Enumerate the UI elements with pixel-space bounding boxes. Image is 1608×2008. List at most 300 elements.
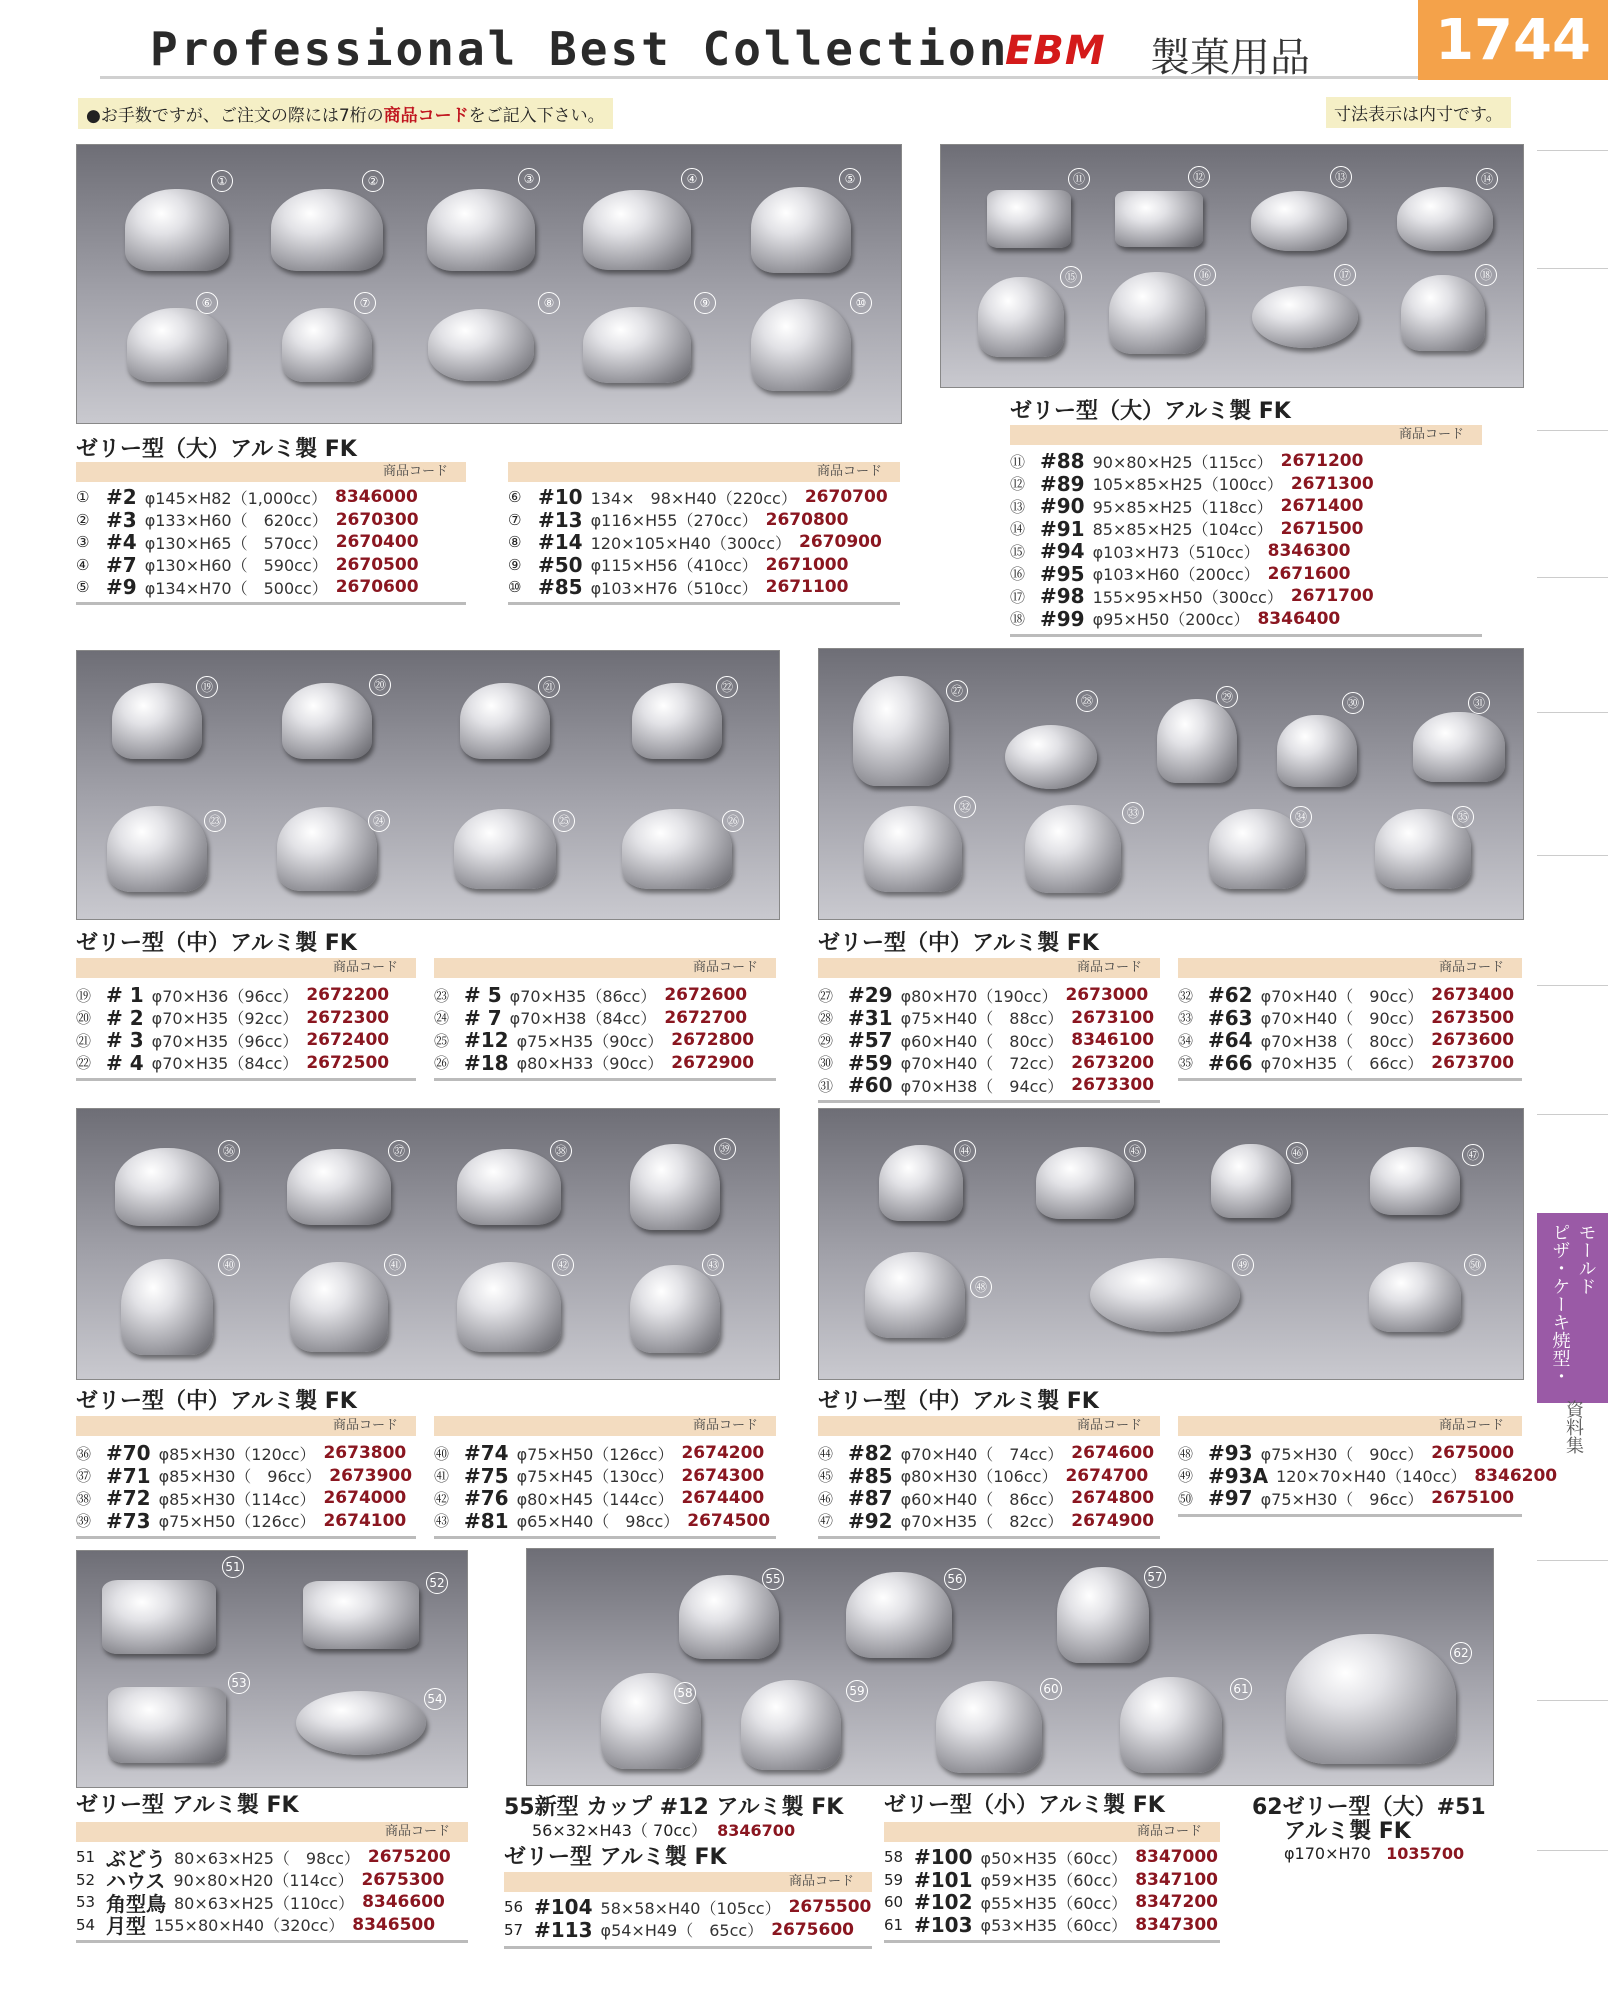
item-number: ⑯ xyxy=(1010,565,1026,584)
model-number: #50 xyxy=(538,552,583,577)
size-spec: φ130×H65（ 570cc） xyxy=(144,533,328,553)
item-number: ⑰ xyxy=(1010,587,1026,606)
item-number: ㊶ xyxy=(434,1467,450,1486)
section-title: ゼリー型（中）アルミ製 FK xyxy=(76,1389,357,1414)
size-spec: φ80×H45（144cc） xyxy=(516,1489,674,1509)
table-row xyxy=(504,1919,871,1942)
item-number: ㊾ xyxy=(1178,1467,1194,1486)
table-rule xyxy=(76,1078,416,1081)
size-spec: 80×63×H25（ 98cc） xyxy=(174,1848,360,1868)
table-row xyxy=(434,1029,754,1052)
model-number: #18 xyxy=(464,1050,509,1075)
table-row xyxy=(1010,495,1374,518)
item-number-badge: 58 xyxy=(674,1682,696,1704)
model-number: #31 xyxy=(848,1005,893,1030)
cup-mold-spec: 56×32×H43（ 70cc） xyxy=(532,1821,707,1840)
item-number-badge: ㉛ xyxy=(1468,692,1490,714)
item-number: ㊹ xyxy=(818,1444,834,1463)
code-column-header: 商品コード xyxy=(818,1416,1160,1436)
model-number: ハウス xyxy=(106,1869,166,1894)
table-row xyxy=(884,1869,1218,1892)
model-number: #60 xyxy=(848,1073,893,1098)
item-number-badge: ㉟ xyxy=(1452,806,1474,828)
item-number: ㉚ xyxy=(818,1054,834,1073)
section-title: ゼリー型（中）アルミ製 FK xyxy=(818,931,1099,956)
table-rule xyxy=(434,1078,776,1081)
size-spec: φ75×H30（ 90cc） xyxy=(1260,1444,1424,1464)
item-number-badge: ㉖ xyxy=(722,810,744,832)
table-row xyxy=(818,1510,1154,1533)
product-code: 2674300 xyxy=(681,1465,765,1486)
table-row xyxy=(76,509,419,532)
mold-image xyxy=(1025,805,1121,893)
mold-image xyxy=(751,187,851,273)
product-code: 2673600 xyxy=(1431,1030,1515,1051)
mold-image xyxy=(115,1148,219,1226)
mold-image xyxy=(107,806,207,892)
table-row xyxy=(884,1891,1218,1914)
size-spec: φ70×H38（ 94cc） xyxy=(900,1076,1064,1096)
section-title: ゼリー型（大）アルミ製 FK xyxy=(76,437,357,462)
code-column-header: 商品コード xyxy=(76,958,416,978)
product-code: 2674800 xyxy=(1071,1488,1155,1509)
product-photo-medium-molds-1 xyxy=(76,650,780,920)
item-number: ㉔ xyxy=(434,1009,450,1028)
mold-image xyxy=(1057,1567,1149,1663)
index-tab-pizza-cake[interactable] xyxy=(1537,1213,1608,1403)
size-spec: φ70×H40（ 74cc） xyxy=(900,1444,1064,1464)
mold-image xyxy=(1036,1147,1134,1219)
item-number-badge: 52 xyxy=(426,1572,448,1594)
model-number: #12 xyxy=(464,1028,509,1053)
model-number: #13 xyxy=(538,507,583,532)
page-number: 1744 xyxy=(1418,0,1608,80)
size-spec: 105×85×H25（100cc） xyxy=(1092,475,1283,495)
model-number: #100 xyxy=(914,1845,973,1870)
table-row xyxy=(1178,1052,1514,1075)
size-spec: φ55×H35（60cc） xyxy=(980,1893,1128,1913)
table-row xyxy=(434,1052,754,1075)
model-number: #66 xyxy=(1208,1050,1253,1075)
product-code: 2675200 xyxy=(367,1847,451,1868)
size-spec: φ70×H40（ 72cc） xyxy=(900,1054,1064,1074)
item-number-badge: 55 xyxy=(762,1568,784,1590)
item-number: 53 xyxy=(76,1893,96,1912)
table-rule xyxy=(818,1100,1160,1103)
model-number: #76 xyxy=(464,1486,509,1511)
product-code: 2673800 xyxy=(323,1443,407,1464)
table-row xyxy=(434,1442,770,1465)
model-number: #87 xyxy=(848,1486,893,1511)
brand-logo: EBM xyxy=(1005,28,1106,74)
item-number-badge: ㊿ xyxy=(1464,1254,1486,1276)
model-number: #4 xyxy=(106,530,137,555)
size-spec: φ75×H50（126cc） xyxy=(158,1512,316,1532)
code-column-header: 商品コード xyxy=(76,1416,416,1436)
item-number-badge: ㊼ xyxy=(1462,1144,1484,1166)
model-number: #89 xyxy=(1040,471,1085,496)
table-row xyxy=(76,554,419,577)
mold-image xyxy=(457,1149,561,1225)
item-number-badge: 51 xyxy=(222,1556,244,1578)
table-row xyxy=(76,1007,389,1030)
size-spec: 155×80×H40（320cc） xyxy=(154,1916,345,1936)
product-code: 2670300 xyxy=(335,509,419,530)
product-code: 2670500 xyxy=(335,554,419,575)
item-number: ㉖ xyxy=(434,1054,450,1073)
product-table xyxy=(76,984,389,1074)
mold-image xyxy=(282,683,372,759)
size-spec: 120×70×H40（140cc） xyxy=(1276,1467,1467,1487)
product-code: 2672700 xyxy=(664,1007,748,1028)
model-number: #91 xyxy=(1040,516,1085,541)
mold-image xyxy=(1157,699,1237,783)
table-row xyxy=(76,531,419,554)
table-row xyxy=(76,1029,389,1052)
item-number: ⑲ xyxy=(76,986,92,1005)
size-spec: 134× 98×H40（220cc） xyxy=(590,488,797,508)
item-number-badge: ⑪ xyxy=(1068,168,1090,190)
model-number: #7 xyxy=(106,552,137,577)
model-number: # 1 xyxy=(106,983,144,1008)
index-tab-label: モールド xyxy=(1575,1223,1597,1295)
product-photo-large-molds-2 xyxy=(940,144,1524,388)
mold-image xyxy=(1115,191,1203,247)
item-number: ㉕ xyxy=(434,1031,450,1050)
mold-image xyxy=(125,189,229,271)
model-number: # 5 xyxy=(464,983,502,1008)
order-note-emphasis: 商品コード xyxy=(383,106,469,126)
large-mold-code: 1035700 xyxy=(1386,1844,1465,1863)
product-code: 2670400 xyxy=(335,532,419,553)
item-number-badge: ㉞ xyxy=(1290,806,1312,828)
model-number: # 2 xyxy=(106,1005,144,1030)
size-spec: φ50×H35（60cc） xyxy=(980,1848,1128,1868)
product-code: 2672200 xyxy=(306,985,390,1006)
size-spec: φ70×H38（ 80cc） xyxy=(1260,1031,1424,1051)
model-number: #81 xyxy=(464,1508,509,1533)
size-spec: φ115×H56（410cc） xyxy=(590,556,758,576)
model-number: #62 xyxy=(1208,983,1253,1008)
mold-image xyxy=(879,1145,963,1221)
product-table xyxy=(818,1442,1154,1532)
item-number-badge: 54 xyxy=(424,1688,446,1710)
product-code: 8346000 xyxy=(334,487,418,508)
product-table xyxy=(818,984,1154,1097)
table-rule xyxy=(508,602,900,605)
model-number: #93 xyxy=(1208,1441,1253,1466)
size-spec: φ75×H30（ 96cc） xyxy=(1260,1489,1424,1509)
mold-image xyxy=(296,1691,426,1755)
product-code: 2673200 xyxy=(1071,1052,1155,1073)
item-number-badge: ㉝ xyxy=(1122,802,1144,824)
dimension-note: 寸法表示は内寸です。 xyxy=(1326,97,1511,128)
size-spec: φ65×H40（ 98cc） xyxy=(516,1512,680,1532)
size-spec: 90×80×H25（115cc） xyxy=(1092,452,1273,472)
size-spec: φ70×H35（92cc） xyxy=(151,1009,299,1029)
product-code: 8346400 xyxy=(1257,608,1341,629)
item-number: ㉒ xyxy=(76,1054,92,1073)
section-title: ゼリー型 アルミ製 FK xyxy=(76,1793,299,1818)
item-number-badge: 57 xyxy=(1144,1566,1166,1588)
code-column-header: 商品コード xyxy=(884,1822,1220,1842)
section-title: ゼリー型（小）アルミ製 FK xyxy=(884,1793,1165,1818)
item-number-badge: ㊶ xyxy=(384,1254,406,1276)
model-number: #82 xyxy=(848,1441,893,1466)
product-code: 8347200 xyxy=(1135,1892,1218,1913)
item-number: ⑱ xyxy=(1010,610,1026,629)
item-number-badge: ⑰ xyxy=(1334,264,1356,286)
index-divider xyxy=(1537,577,1608,578)
mold-image xyxy=(1120,1677,1222,1773)
item-number: ⑦ xyxy=(508,510,522,529)
product-code: 2675000 xyxy=(1431,1443,1515,1464)
item-number-badge: ⑥ xyxy=(196,292,218,314)
size-spec: φ53×H35（60cc） xyxy=(980,1916,1128,1936)
table-rule xyxy=(76,1940,468,1943)
item-number-badge: ㊲ xyxy=(388,1140,410,1162)
model-number: #93A xyxy=(1208,1463,1269,1488)
product-code: 2674200 xyxy=(681,1443,765,1464)
mold-image xyxy=(1090,1258,1240,1332)
large-mold-spec: φ170×H70 xyxy=(1284,1844,1371,1863)
product-code: 2672400 xyxy=(306,1030,390,1051)
product-code: 2672800 xyxy=(671,1030,755,1051)
item-number-badge: ㊷ xyxy=(552,1254,574,1276)
model-number: #90 xyxy=(1040,494,1085,519)
item-number-badge: ㉑ xyxy=(538,676,560,698)
size-spec: φ59×H35（60cc） xyxy=(980,1871,1128,1891)
index-divider xyxy=(1537,268,1608,269)
table-row xyxy=(1178,1465,1557,1488)
mold-image xyxy=(108,1687,226,1763)
size-spec: φ70×H35（84cc） xyxy=(151,1054,299,1074)
item-number: ⑮ xyxy=(1010,542,1026,561)
model-number: #85 xyxy=(848,1463,893,1488)
product-code: 8346200 xyxy=(1474,1465,1558,1486)
size-spec: 90×80×H20（114cc） xyxy=(173,1871,354,1891)
section-title: ゼリー型（大）アルミ製 FK xyxy=(1010,399,1291,424)
model-number: #57 xyxy=(848,1028,893,1053)
product-table xyxy=(76,486,419,599)
table-row xyxy=(1178,1442,1557,1465)
model-number: #72 xyxy=(106,1486,151,1511)
product-code: 8346500 xyxy=(352,1914,436,1935)
mold-image xyxy=(1401,275,1485,351)
model-number: #59 xyxy=(848,1050,893,1075)
product-code: 2673400 xyxy=(1431,985,1515,1006)
product-photo-medium-molds-4 xyxy=(818,1108,1524,1380)
model-number: #97 xyxy=(1208,1486,1253,1511)
model-number: #85 xyxy=(538,575,583,600)
table-row xyxy=(818,1052,1154,1075)
product-table xyxy=(1178,984,1514,1074)
size-spec: φ75×H45（130cc） xyxy=(516,1467,674,1487)
code-column-header: 商品コード xyxy=(76,462,466,482)
table-row xyxy=(1178,984,1514,1007)
product-table xyxy=(434,1442,770,1532)
code-column-header: 商品コード xyxy=(1178,958,1522,978)
large-mold-spec-line xyxy=(1284,1844,1464,1863)
item-number: ㊷ xyxy=(434,1489,450,1508)
table-rule xyxy=(884,1940,1220,1943)
mold-image xyxy=(460,683,550,759)
table-row xyxy=(434,1465,770,1488)
item-number: ㊺ xyxy=(818,1467,834,1486)
index-divider xyxy=(1537,1850,1608,1851)
mold-image xyxy=(112,683,202,759)
product-photo-medium-molds-3 xyxy=(76,1108,780,1380)
item-number: ⑤ xyxy=(76,578,90,597)
item-number-badge: ⑧ xyxy=(538,292,560,314)
item-number: ⑬ xyxy=(1010,497,1026,516)
product-code: 8346600 xyxy=(362,1892,445,1913)
item-number-badge: ⑯ xyxy=(1194,264,1216,286)
table-row xyxy=(818,1465,1154,1488)
size-spec: φ60×H40（ 86cc） xyxy=(900,1489,1064,1509)
size-spec: φ134×H70（ 500cc） xyxy=(144,578,328,598)
item-number-badge: ④ xyxy=(681,168,703,190)
item-number: ㊻ xyxy=(818,1489,834,1508)
item-number-badge: ⑲ xyxy=(196,676,218,698)
item-number-badge: ㊵ xyxy=(218,1254,240,1276)
mold-image xyxy=(271,189,383,271)
product-table xyxy=(884,1846,1218,1936)
item-number-badge: 62 xyxy=(1450,1642,1472,1664)
item-number: 61 xyxy=(884,1915,904,1934)
product-code: 2674400 xyxy=(681,1488,765,1509)
table-row xyxy=(76,1465,412,1488)
product-code: 2671200 xyxy=(1280,451,1364,472)
item-number-badge: 53 xyxy=(228,1672,250,1694)
item-number: ㊵ xyxy=(434,1444,450,1463)
mold-image xyxy=(1251,191,1347,251)
product-photo-large-molds-1 xyxy=(76,144,902,424)
model-number: #63 xyxy=(1208,1005,1253,1030)
product-table xyxy=(1178,1442,1557,1510)
table-row xyxy=(1010,585,1374,608)
item-number-badge: ㊱ xyxy=(218,1140,240,1162)
table-row xyxy=(504,1896,871,1919)
table-row xyxy=(434,1487,770,1510)
mold-image xyxy=(1369,1262,1461,1332)
product-table xyxy=(1010,450,1374,630)
size-spec: φ70×H36（96cc） xyxy=(151,986,299,1006)
model-number: #2 xyxy=(106,485,137,510)
item-number: ⑪ xyxy=(1010,452,1026,471)
item-number-badge: ⑩ xyxy=(850,292,872,314)
table-row xyxy=(434,1510,770,1533)
mold-image xyxy=(853,676,949,786)
model-number: # 4 xyxy=(106,1050,144,1075)
table-row xyxy=(1010,540,1374,563)
cup-mold-title: 55新型 カップ #12 アルミ製 FK xyxy=(504,1795,844,1820)
item-number-badge: ㊴ xyxy=(714,1138,736,1160)
product-code: 2671300 xyxy=(1290,473,1374,494)
table-rule xyxy=(1010,634,1482,637)
mold-image xyxy=(741,1680,841,1770)
product-code: 2672300 xyxy=(306,1007,390,1028)
product-code: 2670800 xyxy=(765,509,849,530)
table-row xyxy=(1178,1007,1514,1030)
table-row xyxy=(818,984,1154,1007)
item-number: ⑥ xyxy=(508,488,522,507)
product-code: 2673300 xyxy=(1071,1075,1155,1096)
product-code: 8347100 xyxy=(1135,1869,1218,1890)
size-spec: 155×95×H50（300cc） xyxy=(1092,587,1283,607)
item-number: ㉑ xyxy=(76,1031,92,1050)
item-number-badge: ⑫ xyxy=(1188,166,1210,188)
item-number: ㊽ xyxy=(1178,1444,1194,1463)
item-number-badge: ⑳ xyxy=(369,674,391,696)
product-code: 2671500 xyxy=(1280,518,1364,539)
model-number: 角型鳥 xyxy=(106,1891,166,1916)
item-number: ㉟ xyxy=(1178,1054,1194,1073)
code-column-header: 商品コード xyxy=(1178,1416,1522,1436)
table-row xyxy=(818,1442,1154,1465)
mold-image xyxy=(1413,712,1505,782)
item-number-badge: ㊻ xyxy=(1286,1142,1308,1164)
model-number: #102 xyxy=(914,1890,973,1915)
section-title: ゼリー型 アルミ製 FK xyxy=(504,1845,727,1870)
product-code: 2672600 xyxy=(664,985,748,1006)
item-number-badge: ⑭ xyxy=(1476,168,1498,190)
model-number: #3 xyxy=(106,507,137,532)
table-row xyxy=(1178,1029,1514,1052)
item-number: ④ xyxy=(76,555,90,574)
table-row xyxy=(884,1846,1218,1869)
product-table xyxy=(76,1846,451,1939)
model-number: ぶどう xyxy=(106,1846,166,1871)
table-row xyxy=(76,1510,412,1533)
code-column-header: 商品コード xyxy=(76,1822,468,1842)
item-number-badge: ⑦ xyxy=(354,292,376,314)
model-number: #14 xyxy=(538,530,583,555)
index-tab-reference[interactable]: 資料集 xyxy=(1563,1400,1584,1454)
order-note xyxy=(78,98,613,129)
item-number: ㊴ xyxy=(76,1512,92,1531)
mold-image xyxy=(679,1575,779,1659)
size-spec: 85×85×H25（104cc） xyxy=(1092,520,1273,540)
item-number-badge: ⑬ xyxy=(1330,166,1352,188)
mold-image xyxy=(630,1265,720,1353)
size-spec: φ75×H40（ 88cc） xyxy=(900,1009,1064,1029)
index-divider xyxy=(1537,430,1608,431)
model-number: 月型 xyxy=(106,1914,146,1939)
mold-image xyxy=(630,1144,720,1230)
size-spec: φ70×H35（ 82cc） xyxy=(900,1512,1064,1532)
product-code: 2673700 xyxy=(1431,1052,1515,1073)
item-number: ⑧ xyxy=(508,533,522,552)
mold-image xyxy=(622,809,732,889)
item-number: ⑫ xyxy=(1010,475,1026,494)
product-code: 2674600 xyxy=(1071,1443,1155,1464)
code-column-header: 商品コード xyxy=(434,958,776,978)
model-number: #95 xyxy=(1040,561,1085,586)
product-code: 8346300 xyxy=(1267,541,1351,562)
model-number: #9 xyxy=(106,575,137,600)
item-number-badge: ㊾ xyxy=(1232,1254,1254,1276)
product-code: 2674900 xyxy=(1071,1510,1155,1531)
model-number: # 7 xyxy=(464,1005,502,1030)
size-spec: φ75×H50（126cc） xyxy=(516,1444,674,1464)
mold-image xyxy=(978,277,1064,357)
product-table xyxy=(504,1896,871,1941)
item-number: ③ xyxy=(76,533,90,552)
code-column-header: 商品コード xyxy=(508,462,900,482)
model-number: #71 xyxy=(106,1463,151,1488)
item-number-badge: ㉗ xyxy=(946,680,968,702)
